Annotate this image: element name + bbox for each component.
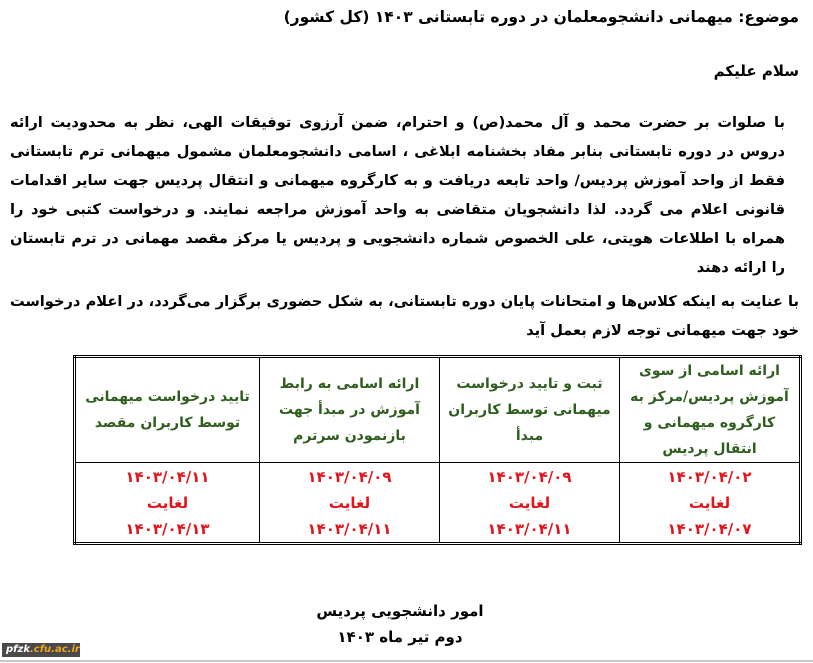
signature-date: دوم تیر ماه ۱۴۰۳ [337,628,463,646]
greeting: سلام علیکم [713,62,799,80]
header-cell-register-origin: ثبت و تایید درخواست میهمانی توسط کاربران مبدأ [440,357,620,463]
body-paragraph [10,108,799,282]
date-end: ۱۴۰۳/۰۴/۱۳ [125,519,210,538]
date-end: ۱۴۰۳/۰۴/۱۱ [487,519,572,538]
subject-line: موضوع: میهمانی دانشجومعلمان در دوره تابستانی ۱۴۰۳ (کل کشور) [283,8,799,26]
date-start: ۱۴۰۳/۰۴/۰۲ [667,467,752,486]
header-cell-approve-destination: تایید درخواست میهمانی توسط کاربران مقصد [75,357,260,463]
date-start: ۱۴۰۳/۰۴/۰۹ [487,467,572,486]
schedule-table [73,355,802,545]
signature-block [250,598,550,650]
bottom-divider [0,660,813,662]
date-cell [440,463,620,544]
site-watermark [2,643,80,657]
signature-office: امور دانشجویی پردیس [316,602,484,620]
date-cell [260,463,440,544]
watermark-domain: .cfu.ac.ir [29,644,80,655]
table-header-row [75,357,801,463]
date-until: لغایت [328,493,371,512]
date-cell [75,463,260,544]
date-end: ۱۴۰۳/۰۴/۰۷ [667,519,752,538]
header-cell-liaison-origin: ارائه اسامی به رابط آموزش در مبدأ جهت بازنمودن سرترم [260,357,440,463]
body-paragraph-text: با صلوات بر حضرت محمد و آل محمد(ص) و احترام، ضمن آرزوی توفیقات الهی، نظر به محدودیت ارائه دروس در دوره تابستانی بنابر مفاد بخشنامه ابلاغی ، اسامی دانشجومعلمان مشمول میهمانی ترم تابستانی فقط از واحد آموزش پردیس/ واحد تابعه دریافت و به کارگروه میهمانی و انتقال پردیس جهت سایر اقدامات قانونی اعلام می گردد. لذا دانشجویان متقاضی به واحد آموزش مراجعه نمایند. و درخواست کتبی خود را همراه با اطلاعات هویتی، علی الخصوص شماره دانشجویی و پردیس یا مرکز مقصد مهمانی در ترم تابستان را ارائه دهند [10,114,785,276]
date-start: ۱۴۰۳/۰۴/۰۹ [307,467,392,486]
date-end: ۱۴۰۳/۰۴/۱۱ [307,519,392,538]
watermark-prefix: pfzk [6,644,30,655]
date-until: لغایت [688,493,731,512]
table-dates-row [75,463,801,544]
note-paragraph: با عنایت به اینکه کلاس‌ها و امتحانات پایان دوره تابستانی، به شکل حضوری برگزار می‌گردد، در اعلام درخواست خود جهت میهمانی توجه لازم بعمل آید [10,293,799,339]
date-until: لغایت [146,493,189,512]
header-cell-submit-names: ارائه اسامی از سوی آموزش پردیس/مرکز به کارگروه میهمانی و انتقال پردیس [620,357,801,463]
date-cell [620,463,801,544]
date-start: ۱۴۰۳/۰۴/۱۱ [125,467,210,486]
date-until: لغایت [508,493,551,512]
